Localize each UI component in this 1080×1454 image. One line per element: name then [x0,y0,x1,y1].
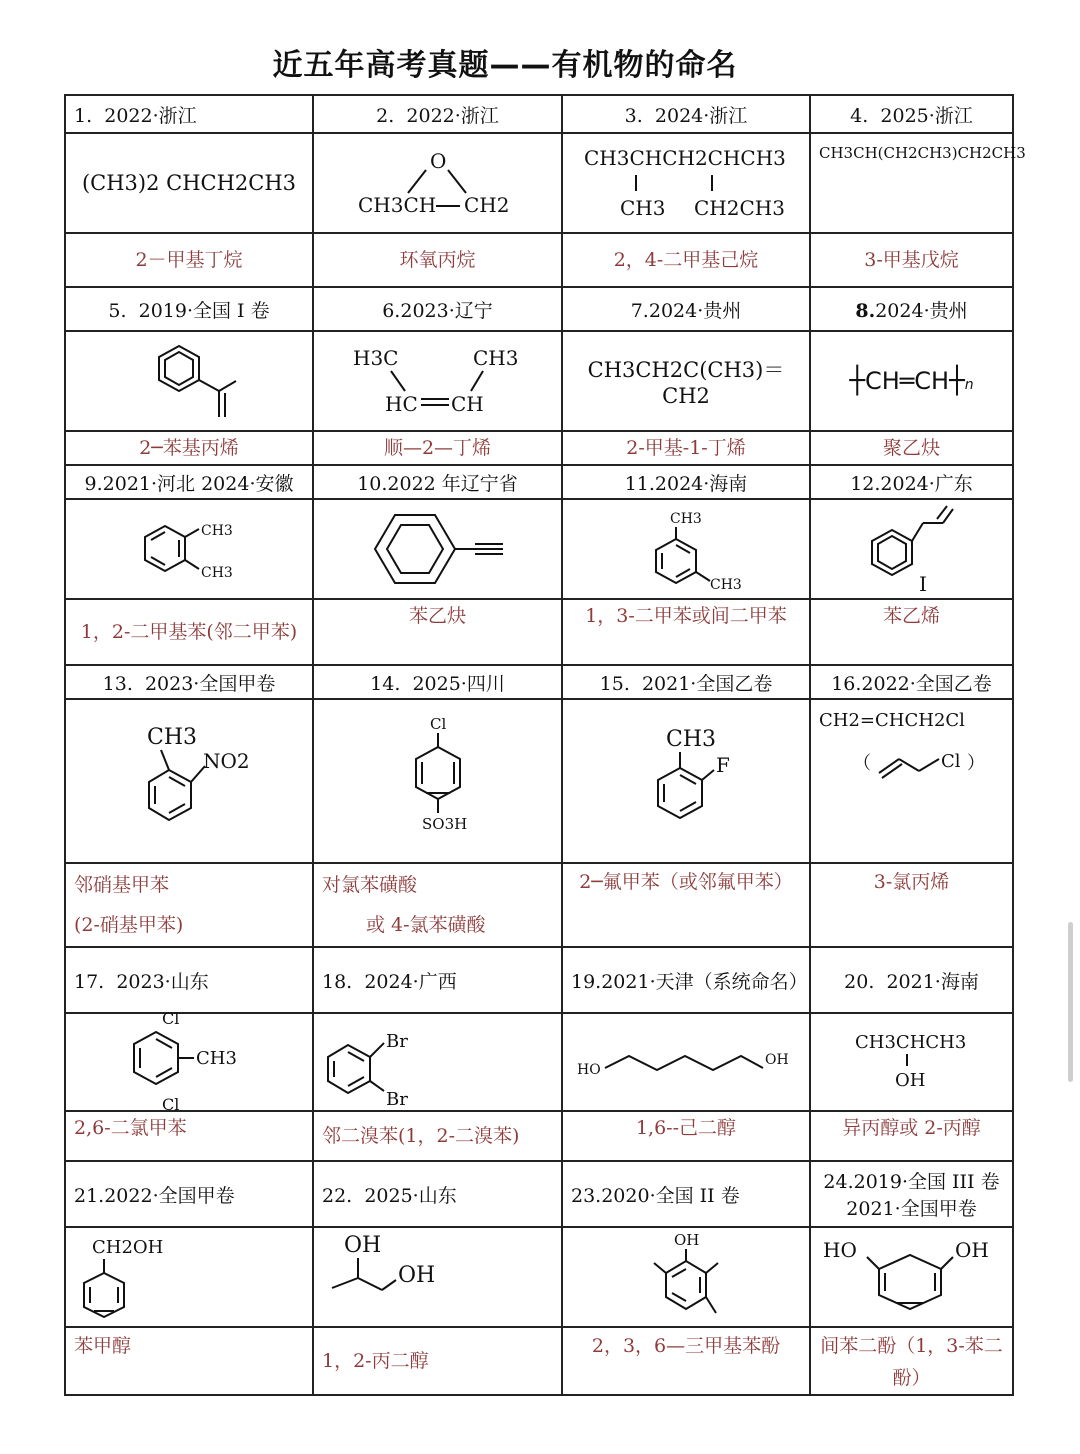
svg-text:H3C: H3C [352,346,398,370]
naming-table [64,94,1026,1396]
resorcinol-structure [819,1231,1009,1323]
svg-text:CH3: CH3 [201,565,233,581]
cell-header-15: 15. 2021·全国乙卷 [562,665,810,699]
answer-20: 异丙醇或 2-丙醇 [810,1111,1013,1161]
svg-text:NO2: NO2 [203,749,250,773]
svg-text:Br: Br [386,1089,408,1110]
svg-text:CH3: CH3 [196,1048,237,1069]
svg-text:CH3CHCH2CHCH3: CH3CHCH2CHCH3 [584,146,786,170]
svg-text:I: I [918,572,927,596]
cell-header-22: 22. 2025·山东 [313,1161,562,1227]
answer-16: 3-氯丙烯 [810,863,1013,947]
cell-header-4: 4. 2025·浙江 [810,95,1013,133]
structure-13 [65,699,313,863]
svg-text:O: O [429,149,446,173]
svg-text:CH2OH: CH2OH [92,1237,164,1258]
cell-header-5: 5. 2019·全国 I 卷 [65,287,313,331]
structure-14 [313,699,562,863]
page-title: 近五年高考真题——有机物的命名 [272,48,738,83]
answer-13: 邻硝基甲苯 (2-硝基甲苯) [65,863,313,947]
styrene-structure [857,505,967,596]
svg-text:CH3: CH3 [147,725,198,750]
phenylacetylene-structure [363,507,513,591]
svg-text:F: F [716,753,730,777]
cell-header-18: 18. 2024·广西 [313,947,562,1013]
scrollbar-thumb[interactable] [1068,922,1073,1082]
cell-header-2: 2. 2022·浙江 [313,95,562,133]
svg-text:HO: HO [823,1238,857,1262]
svg-text:HC: HC [384,392,418,416]
answer-4: 3-甲基戊烷 [810,233,1013,287]
allyl-chloride-skeleton [827,731,997,791]
svg-text:Cl: Cl [429,715,446,733]
svg-text:Br: Br [386,1031,408,1052]
svg-text:CH3: CH3 [666,727,717,752]
answer-24: 间苯二酚（1，3-苯二酚） [810,1327,1013,1395]
o-fluorotoluene-structure [616,716,756,846]
svg-text:CH2CH3: CH2CH3 [694,196,785,220]
answer-14: 对氯苯磺酸 或 4-氯苯磺酸 [313,863,562,947]
cell-header-17: 17. 2023·山东 [65,947,313,1013]
cell-header-9: 9.2021·河北 2024·安徽 [65,465,313,499]
formula-4: CH3CH(CH2CH3)CH2CH3 [810,133,1013,233]
cell-header-23: 23.2020·全国 II 卷 [562,1161,810,1227]
structure-24 [810,1227,1013,1327]
o-xylene-structure [129,507,249,591]
dimethylhexane-structure [576,137,796,229]
svg-text:CH3CHCH3: CH3CHCH3 [854,1032,966,1053]
benzyl-alcohol-structure [74,1231,294,1323]
svg-text:CH3: CH3 [472,346,518,370]
formula-7: CH3CH2C(CH3)＝CH2 [562,331,810,431]
svg-text:CH3CH: CH3CH [357,193,436,217]
structure-21 [65,1227,313,1327]
structure-9 [65,499,313,599]
answer-17: 2,6-二氯甲苯 [65,1111,313,1161]
structure-11 [562,499,810,599]
cell-header-8: 8.2024·贵州 [810,287,1013,331]
answer-7: 2-甲基-1-丁烯 [562,431,810,465]
propanediol-structure [322,1232,542,1322]
structure-20 [810,1013,1013,1111]
structure-22 [313,1227,562,1327]
epoxide-structure [338,138,538,228]
answer-2: 环氧丙烷 [313,233,562,287]
answer-19: 1,6--己二醇 [562,1111,810,1161]
svg-text:OH: OH [398,1263,436,1288]
structure-15 [562,699,810,863]
dibromobenzene-structure [322,1017,492,1110]
cell-header-14: 14. 2025·四川 [313,665,562,699]
cell-header-6: 6.2023·辽宁 [313,287,562,331]
svg-text:Cl: Cl [940,751,961,772]
answer-6: 顺—2—丁烯 [313,431,562,465]
svg-text:OH: OH [955,1238,989,1262]
structure-16 [810,699,1013,863]
answer-12: 苯乙烯 [810,599,1013,665]
cell-header-19: 19.2021·天津（系统命名） [562,947,810,1013]
structure-3 [562,133,810,233]
answer-8: 聚乙炔 [810,431,1013,465]
structure-2 [313,133,562,233]
cell-header-16: 16.2022·全国乙卷 [810,665,1013,699]
structure-17 [65,1009,313,1114]
o-nitrotoluene-structure [109,716,269,846]
answer-11: 1，3-二甲苯或间二甲苯 [562,599,810,665]
cell-header-24: 24.2019·全国 III 卷 2021·全国甲卷 [810,1161,1013,1227]
svg-text:CH3: CH3 [201,523,233,539]
svg-text:CH: CH [450,392,484,416]
formula-8: ┼CH═CH┼n [810,331,1013,431]
hexanediol-structure [571,1032,801,1092]
answer-10: 苯乙炔 [313,599,562,665]
answer-1: 2－甲基丁烷 [65,233,313,287]
svg-text:CH3: CH3 [670,511,702,527]
structure-23 [562,1227,810,1327]
chlorobenzenesulfonic-acid-structure [378,711,498,851]
trimethylphenol-structure [616,1229,756,1325]
answer-3: 2，4-二甲基己烷 [562,233,810,287]
answer-15: 2─氟甲苯（或邻氟甲苯） [562,863,810,947]
svg-text:OH: OH [344,1233,382,1258]
svg-text:CH3: CH3 [620,196,666,220]
cell-header-3: 3. 2024·浙江 [562,95,810,133]
answer-22: 1，2-丙二醇 [313,1327,562,1395]
svg-text:CH2: CH2 [463,193,509,217]
cell-header-1: 1. 2022·浙江 [65,95,313,133]
svg-text:OH: OH [674,1231,700,1249]
cell-header-11: 11.2024·海南 [562,465,810,499]
structure-6 [313,331,562,431]
svg-text:（: （ [852,753,871,774]
answer-18: 邻二溴苯(1，2-二溴苯) [313,1111,562,1161]
phenylpropene-structure [134,337,244,425]
allyl-chloride-formula: CH2=CHCH2Cl [819,710,965,731]
answer-5: 2─苯基丙烯 [65,431,313,465]
isopropanol-structure [837,1022,987,1102]
structure-10 [313,499,562,599]
dichlorotoluene-structure [114,1009,264,1114]
svg-text:CH3: CH3 [710,577,742,593]
svg-text:OH: OH [894,1070,925,1091]
cell-header-13: 13. 2023·全国甲卷 [65,665,313,699]
cell-header-10: 10.2022 年辽宁省 [313,465,562,499]
svg-text:HO: HO [577,1062,601,1078]
cell-header-12: 12.2024·广东 [810,465,1013,499]
cell-header-20: 20. 2021·海南 [810,947,1013,1013]
svg-text:OH: OH [765,1052,789,1068]
cell-header-7: 7.2024·贵州 [562,287,810,331]
structure-18 [313,1013,562,1111]
answer-9: 1，2-二甲基苯(邻二甲苯) [65,599,313,665]
svg-text:）: ） [966,753,985,774]
cis-butene-structure [343,337,533,425]
structure-19 [562,1013,810,1111]
structure-5 [65,331,313,431]
m-xylene-structure [626,505,746,593]
structure-12 [810,499,1013,599]
svg-text:Cl: Cl [162,1095,180,1114]
cell-header-21: 21.2022·全国甲卷 [65,1161,313,1227]
svg-text:SO3H: SO3H [421,815,467,833]
formula-1: (CH3)2 CHCH2CH3 [65,133,313,233]
answer-21: 苯甲醇 [65,1327,313,1395]
svg-text:Cl: Cl [162,1009,180,1028]
answer-23: 2，3，6—三甲基苯酚 [562,1327,810,1395]
